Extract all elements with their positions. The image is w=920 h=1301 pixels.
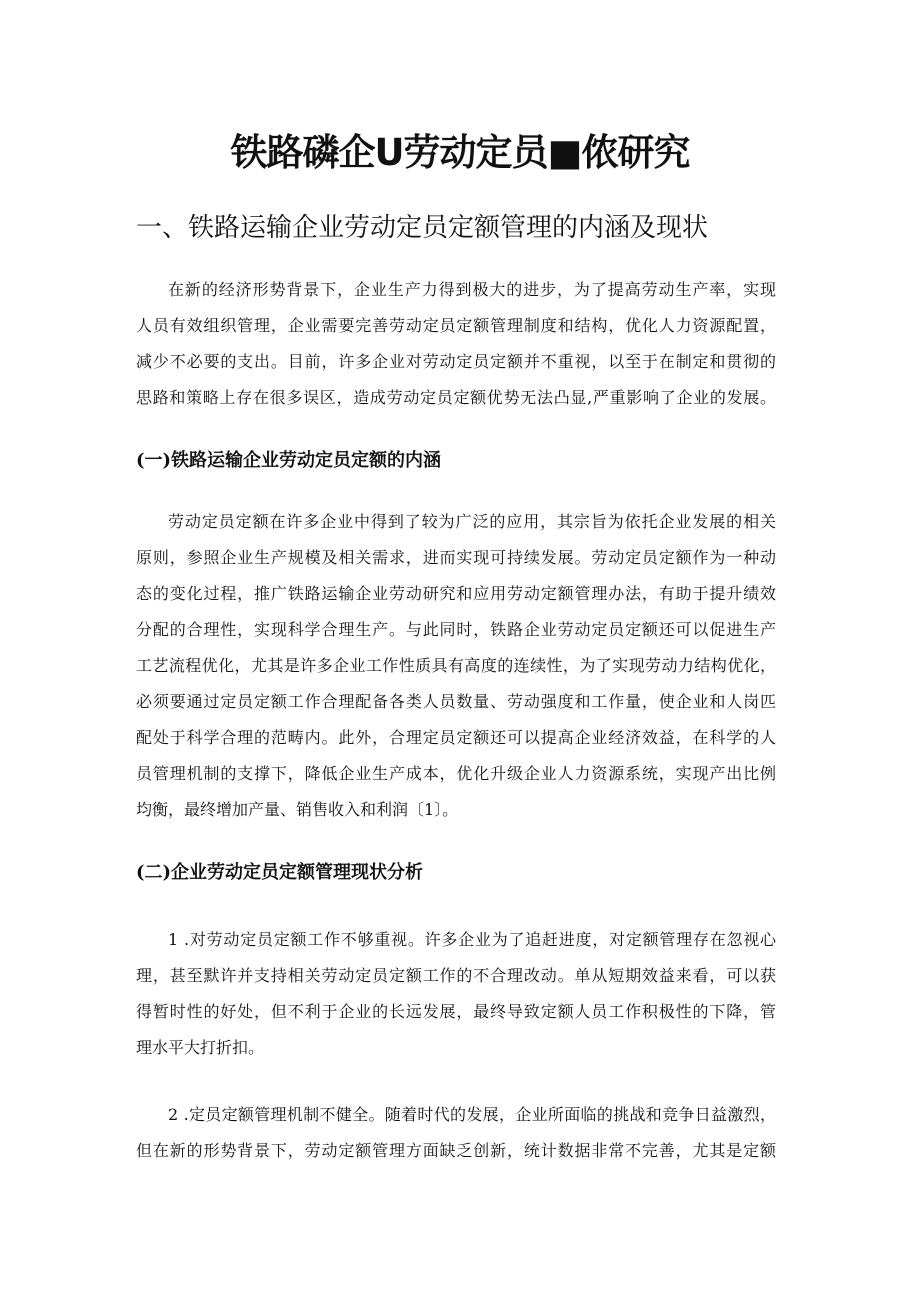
subsection-heading-2: (二)企业劳动定员定额管理现状分析 [136, 862, 424, 883]
paragraph-line: 必须要通过定员定额工作合理配备各类人员数量、劳动强度和工作量，使企业和人岗匹 [136, 692, 776, 711]
paragraph-line: 工艺流程优化，尤其是许多企业工作性质具有高度的连续性，为了实现劳动力结构优化， [136, 656, 776, 675]
paragraph-line: 劳动定员定额在许多企业中得到了较为广泛的应用，其宗旨为依托企业发展的相关 [168, 512, 776, 531]
paragraph-line: 理水平大打折扣。 [136, 1038, 265, 1057]
list-item-2-paragraph [136, 1097, 776, 1169]
paragraph-line: 分配的合理性，实现科学合理生产。与此同时，铁路企业劳动定员定额还可以促进生产 [136, 620, 776, 639]
paragraph-line: 员管理机制的支撑下，降低企业生产成本，优化升级企业人力资源系统，实现产出比例 [136, 764, 776, 783]
paragraph-line: 均衡，最终增加产量、销售收入和利润〔1〕。 [136, 800, 459, 819]
list-item-1-paragraph [136, 922, 776, 1066]
section-heading-1: 一、铁路运输企业劳动定员定额管理的内涵及现状 [136, 213, 709, 243]
paragraph-line: 理，甚至默许并支持相关劳动定员定额工作的不合理改动。单从短期效益来看，可以获 [136, 966, 776, 985]
paragraph-line: 但在新的形势背景下，劳动定额管理方面缺乏创新，统计数据非常不完善，尤其是定额 [136, 1141, 776, 1160]
paragraph-line: 原则，参照企业生产规模及相关需求，进而实现可持续发展。劳动定员定额作为一种动 [136, 548, 776, 567]
paragraph-line: 2 .定员定额管理机制不健全。随着时代的发展，企业所面临的挑战和竞争日益激烈， [168, 1105, 776, 1124]
document-title: 铁路磷企U劳动定员■侬研究 [230, 131, 690, 174]
paragraph-line: 思路和策略上存在很多误区，造成劳动定员定额优势无法凸显,严重影响了企业的发展。 [136, 388, 776, 407]
paragraph-line: 态的变化过程，推广铁路运输企业劳动研究和应用劳动定额管理办法，有助于提升绩效 [136, 584, 776, 603]
paragraph-line: 人员有效组织管理，企业需要完善劳动定员定额管理制度和结构，优化人力资源配置， [136, 316, 776, 335]
paragraph-line: 在新的经济形势背景下，企业生产力得到极大的进步，为了提高劳动生产率，实现 [168, 280, 776, 299]
intro-paragraph [136, 272, 776, 416]
subsection-1-paragraph [136, 504, 776, 828]
subsection-heading-1: (一)铁路运输企业劳动定员定额的内涵 [136, 450, 442, 471]
paragraph-line: 得暂时性的好处，但不利于企业的长远发展，最终导致定额人员工作积极性的下降，管 [136, 1002, 776, 1021]
paragraph-line: 配处于科学合理的范畴内。此外，合理定员定额还可以提高企业经济效益，在科学的人 [136, 728, 776, 747]
paragraph-line: 减少不必要的支出。目前，许多企业对劳动定员定额并不重视，以至于在制定和贯彻的 [136, 352, 776, 371]
paragraph-line: 1 .对劳动定员定额工作不够重视。许多企业为了追赶进度，对定额管理存在忽视心 [168, 930, 776, 949]
